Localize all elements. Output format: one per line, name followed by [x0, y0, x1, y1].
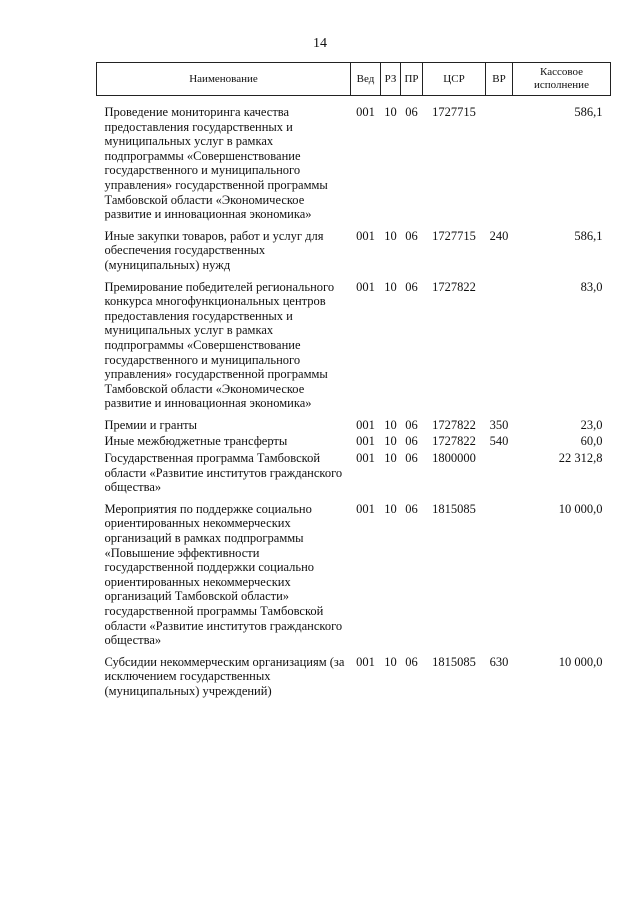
row-name: Иные межбюджетные трансферты	[104, 434, 288, 449]
row-csr: 1727822	[432, 279, 476, 294]
row-csr: 1800000	[432, 451, 476, 466]
row-name: Проведение мониторинга качества предоставления государственных и муниципальных услуг в рамках подпрограммы «Совершенствование государственного и муниципального управления» государственной программы Тамбовской области «Экономическое развитие и инновационная экономика»	[104, 105, 328, 222]
row-csr: 1727822	[432, 434, 476, 449]
row-amount: 10 000,0	[558, 501, 603, 516]
row-ved: 001	[356, 279, 375, 294]
row-csr: 1727715	[432, 105, 476, 119]
row-ved: 001	[356, 417, 375, 432]
row-pr: 06	[405, 228, 418, 243]
row-vr: 630	[489, 654, 509, 669]
row-csr: 1727715	[432, 228, 476, 243]
row-rz: 10	[384, 451, 397, 466]
table-row	[97, 434, 611, 451]
row-amount: 586,1	[574, 228, 603, 243]
table-header	[97, 63, 611, 96]
row-pr: 06	[405, 434, 418, 449]
header-rz: РЗ	[381, 63, 401, 96]
row-pr: 06	[405, 451, 418, 466]
row-amount: 586,1	[574, 105, 603, 119]
table-row	[97, 655, 611, 706]
row-amount: 22 312,8	[558, 451, 603, 466]
table-row	[97, 280, 611, 418]
row-ved: 001	[356, 434, 375, 449]
row-csr: 1727822	[432, 417, 476, 432]
row-pr: 06	[405, 279, 418, 294]
row-rz: 10	[384, 105, 397, 119]
row-name: Государственная программа Тамбовской области «Развитие институтов гражданского общества»	[104, 451, 343, 495]
row-vr	[486, 280, 513, 418]
row-pr: 06	[405, 501, 418, 516]
table-row	[97, 418, 611, 435]
row-ved: 001	[356, 228, 375, 243]
row-ved: 001	[356, 105, 375, 119]
row-name: Субсидии некоммерческим организациям (за исключением государственных (муниципальных) учреждений)	[104, 654, 345, 698]
row-ved: 001	[356, 451, 375, 466]
row-name: Мероприятия по поддержке социально ориентированных некоммерческих организаций в рамках подпрограммы «Повышение эффективности государственной поддержки социально ориентированных некоммерческих организаций Тамбовской области» государственной программы Тамбовской области «Развитие институтов гражданского общества»	[104, 501, 343, 648]
row-ved: 001	[356, 654, 375, 669]
row-vr: 240	[489, 228, 509, 243]
header-kassovoe: Кассовое исполнение	[513, 63, 611, 96]
header-ved: Вед	[351, 63, 381, 96]
row-vr	[486, 96, 513, 229]
row-vr	[486, 502, 513, 655]
row-ved: 001	[356, 501, 375, 516]
row-csr: 1815085	[432, 501, 476, 516]
header-vr: ВР	[486, 63, 513, 96]
row-pr: 06	[405, 417, 418, 432]
row-vr: 350	[489, 417, 509, 432]
page-number: 14	[313, 36, 327, 51]
header-csr: ЦСР	[423, 63, 486, 96]
row-amount: 10 000,0	[558, 654, 603, 669]
row-amount: 23,0	[580, 417, 603, 432]
budget-table	[96, 62, 611, 706]
row-rz: 10	[384, 434, 397, 449]
header-pr: ПР	[401, 63, 423, 96]
row-rz: 10	[384, 501, 397, 516]
table-row	[97, 451, 611, 502]
row-name: Премии и гранты	[104, 417, 198, 432]
table-row	[97, 96, 611, 229]
row-pr: 06	[405, 105, 418, 119]
header-name: Наименование	[97, 63, 351, 96]
row-pr: 06	[405, 654, 418, 669]
row-name: Иные закупки товаров, работ и услуг для обеспечения государственных (муниципальных) нужд	[104, 228, 324, 272]
row-rz: 10	[384, 228, 397, 243]
row-vr	[486, 451, 513, 502]
row-amount: 60,0	[580, 434, 603, 449]
row-name: Премирование победителей регионального конкурса многофункциональных центров предоставления государственных и муниципальных услуг в рамках подпрограммы «Совершенствование государственного и муниципального управления» государственной программы Тамбовской области «Экономическое развитие и инновационная экономика»	[104, 279, 335, 411]
row-csr: 1815085	[432, 654, 476, 669]
table-row	[97, 502, 611, 655]
row-rz: 10	[384, 654, 397, 669]
row-amount: 83,0	[580, 279, 603, 294]
table-row	[97, 229, 611, 280]
row-vr: 540	[489, 434, 509, 449]
row-rz: 10	[384, 417, 397, 432]
row-rz: 10	[384, 279, 397, 294]
